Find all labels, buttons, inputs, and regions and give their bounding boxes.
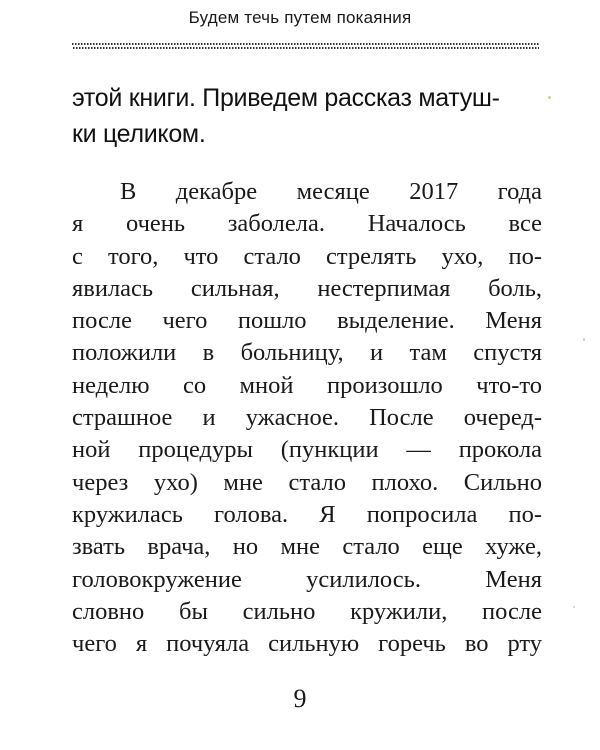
- text-line: В декабре месяце 2017 года: [120, 178, 542, 205]
- text-line: с того, что стало стрелять ухо, по-: [72, 242, 542, 270]
- continuation-text: [72, 80, 540, 152]
- running-head: Будем течь путем покаяния: [188, 8, 412, 27]
- text-line: чего я почуяла сильную горечь во рту: [72, 630, 542, 658]
- text-line: головокружение усилилось. Меня: [72, 565, 542, 593]
- paper-speck: [548, 96, 551, 99]
- text-line: страшное и ужасное. После очеред-: [72, 404, 542, 432]
- text-line: после чего пошло выделение. Меня: [72, 307, 542, 335]
- text-line: словно бы сильно кружили, после: [72, 597, 542, 625]
- text-line: явилась сильная, нестерпимая боль,: [72, 274, 542, 302]
- text-line: этой книги. Приведем рассказ матуш-: [72, 84, 500, 112]
- text-line: ки целиком.: [72, 120, 206, 148]
- main-paragraph: [72, 176, 542, 660]
- paper-speck: [573, 606, 575, 608]
- page-number: 9: [293, 684, 307, 713]
- paper-speck: [583, 338, 585, 341]
- text-line: звать врача, но мне стало еще хуже,: [72, 533, 542, 561]
- text-line: положили в больницу, и там спустя: [72, 339, 542, 367]
- text-line: через ухо) мне стало плохо. Сильно: [72, 468, 542, 496]
- text-line: ной процедуры (пункции — прокола: [72, 436, 542, 464]
- text-line: неделю со мной произошло что-то: [72, 371, 542, 399]
- text-line: я очень заболела. Началось все: [72, 210, 542, 238]
- header-rule: [72, 42, 539, 50]
- text-line: кружилась голова. Я попросила по-: [72, 500, 542, 528]
